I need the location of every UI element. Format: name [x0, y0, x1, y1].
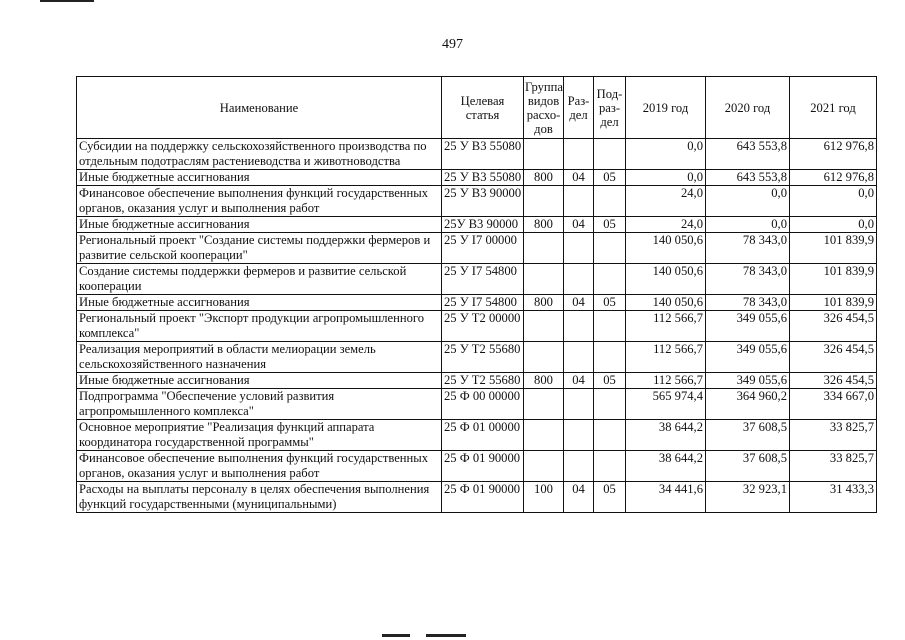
table-header-row: [77, 77, 877, 139]
cell-section: 04: [564, 295, 594, 311]
header-2021: 2021 год: [790, 77, 877, 139]
header-subsection: Под-раз-дел: [594, 77, 626, 139]
cell-subsection: [594, 311, 626, 342]
cell-expense-group: [524, 389, 564, 420]
cell-subsection: 05: [594, 373, 626, 389]
cell-subsection: [594, 420, 626, 451]
cell-subsection: [594, 389, 626, 420]
table-row: [77, 482, 877, 513]
cell-expense-group: 100: [524, 482, 564, 513]
cell-section: 04: [564, 170, 594, 186]
cell-2020: 349 055,6: [706, 373, 790, 389]
cell-subsection: 05: [594, 295, 626, 311]
cell-2021: 0,0: [790, 217, 877, 233]
header-name: Наименование: [77, 77, 442, 139]
cell-name: Основное мероприятие "Реализация функций аппарата координатора государственной программы": [77, 420, 442, 451]
cell-section: [564, 420, 594, 451]
cell-section: 04: [564, 373, 594, 389]
cell-target-article: 25 У I7 54800: [442, 295, 524, 311]
cell-2019: 24,0: [626, 217, 706, 233]
cell-2020: 643 553,8: [706, 139, 790, 170]
cell-target-article: 25 У Т2 55680: [442, 373, 524, 389]
cell-2021: 0,0: [790, 186, 877, 217]
table-row: [77, 217, 877, 233]
cell-2019: 112 566,7: [626, 342, 706, 373]
header-2020: 2020 год: [706, 77, 790, 139]
cell-2020: 349 055,6: [706, 342, 790, 373]
bottom-mark-right: [426, 634, 466, 637]
cell-target-article: 25 У Т2 55680: [442, 342, 524, 373]
budget-table: [76, 76, 877, 513]
cell-section: [564, 186, 594, 217]
cell-expense-group: [524, 311, 564, 342]
cell-2019: 140 050,6: [626, 295, 706, 311]
cell-subsection: [594, 264, 626, 295]
cell-2020: 364 960,2: [706, 389, 790, 420]
cell-expense-group: [524, 451, 564, 482]
cell-2020: 37 608,5: [706, 420, 790, 451]
cell-expense-group: 800: [524, 373, 564, 389]
cell-2021: 612 976,8: [790, 139, 877, 170]
cell-name: Финансовое обеспечение выполнения функций государственных органов, оказания услуг и выполнения работ: [77, 451, 442, 482]
cell-2020: 78 343,0: [706, 264, 790, 295]
table-body: [77, 139, 877, 513]
cell-subsection: [594, 233, 626, 264]
cell-target-article: 25 Ф 01 90000: [442, 451, 524, 482]
page-number: 497: [442, 37, 463, 52]
cell-expense-group: 800: [524, 217, 564, 233]
cell-2019: 565 974,4: [626, 389, 706, 420]
cell-target-article: 25 Ф 01 00000: [442, 420, 524, 451]
cell-2019: 24,0: [626, 186, 706, 217]
cell-2021: 101 839,9: [790, 295, 877, 311]
cell-section: 04: [564, 482, 594, 513]
cell-name: Расходы на выплаты персоналу в целях обеспечения выполнения функций государственными (муниципальными): [77, 482, 442, 513]
cell-2021: 326 454,5: [790, 342, 877, 373]
cell-name: Иные бюджетные ассигнования: [77, 170, 442, 186]
table-row: [77, 233, 877, 264]
top-rule: [40, 0, 94, 2]
header-2019: 2019 год: [626, 77, 706, 139]
cell-2021: 101 839,9: [790, 233, 877, 264]
cell-target-article: 25 Ф 00 00000: [442, 389, 524, 420]
cell-expense-group: [524, 233, 564, 264]
table-row: [77, 342, 877, 373]
cell-subsection: [594, 342, 626, 373]
cell-2020: 32 923,1: [706, 482, 790, 513]
cell-expense-group: 800: [524, 170, 564, 186]
cell-target-article: 25 Ф 01 90000: [442, 482, 524, 513]
cell-2021: 612 976,8: [790, 170, 877, 186]
cell-expense-group: [524, 342, 564, 373]
cell-2020: 0,0: [706, 217, 790, 233]
cell-expense-group: [524, 264, 564, 295]
table-row: [77, 170, 877, 186]
table-row: [77, 389, 877, 420]
table-row: [77, 451, 877, 482]
cell-2019: 112 566,7: [626, 311, 706, 342]
cell-2019: 0,0: [626, 139, 706, 170]
header-target-article: Целевая статья: [442, 77, 524, 139]
cell-target-article: 25 У В3 90000: [442, 186, 524, 217]
cell-target-article: 25 У I7 54800: [442, 264, 524, 295]
cell-name: Реализация мероприятий в области мелиорации земель сельскохозяйственного назначения: [77, 342, 442, 373]
cell-2019: 140 050,6: [626, 264, 706, 295]
cell-expense-group: 800: [524, 295, 564, 311]
cell-target-article: 25У В3 90000: [442, 217, 524, 233]
table-row: [77, 373, 877, 389]
cell-name: Подпрограмма "Обеспечение условий развития агропромышленного комплекса": [77, 389, 442, 420]
cell-2019: 0,0: [626, 170, 706, 186]
cell-name: Финансовое обеспечение выполнения функций государственных органов, оказания услуг и выполнения работ: [77, 186, 442, 217]
bottom-mark-left: [382, 634, 410, 637]
cell-section: [564, 311, 594, 342]
cell-2021: 326 454,5: [790, 373, 877, 389]
cell-target-article: 25 У В3 55080: [442, 139, 524, 170]
cell-section: [564, 389, 594, 420]
header-section: Раз-дел: [564, 77, 594, 139]
table-row: [77, 264, 877, 295]
cell-2021: 101 839,9: [790, 264, 877, 295]
header-expense-group: Группа видов расхо-дов: [524, 77, 564, 139]
cell-2020: 349 055,6: [706, 311, 790, 342]
cell-2019: 38 644,2: [626, 451, 706, 482]
cell-2019: 112 566,7: [626, 373, 706, 389]
cell-expense-group: [524, 139, 564, 170]
cell-name: Субсидии на поддержку сельскохозяйственного производства по отдельным подотраслям растениеводства и животноводства: [77, 139, 442, 170]
cell-2019: 140 050,6: [626, 233, 706, 264]
cell-2020: 643 553,8: [706, 170, 790, 186]
cell-name: Иные бюджетные ассигнования: [77, 373, 442, 389]
cell-expense-group: [524, 186, 564, 217]
cell-name: Иные бюджетные ассигнования: [77, 217, 442, 233]
cell-subsection: [594, 139, 626, 170]
cell-subsection: 05: [594, 482, 626, 513]
cell-section: [564, 139, 594, 170]
cell-2020: 78 343,0: [706, 295, 790, 311]
cell-name: Региональный проект "Экспорт продукции агропромышленного комплекса": [77, 311, 442, 342]
cell-2020: 37 608,5: [706, 451, 790, 482]
cell-2021: 31 433,3: [790, 482, 877, 513]
cell-2019: 38 644,2: [626, 420, 706, 451]
cell-2021: 33 825,7: [790, 451, 877, 482]
table-row: [77, 139, 877, 170]
cell-2021: 334 667,0: [790, 389, 877, 420]
cell-section: [564, 342, 594, 373]
cell-name: Иные бюджетные ассигнования: [77, 295, 442, 311]
cell-section: [564, 451, 594, 482]
cell-target-article: 25 У В3 55080: [442, 170, 524, 186]
cell-2020: 0,0: [706, 186, 790, 217]
cell-subsection: [594, 451, 626, 482]
cell-name: Региональный проект "Создание системы поддержки фермеров и развитие сельской кооперации": [77, 233, 442, 264]
table-row: [77, 186, 877, 217]
cell-2019: 34 441,6: [626, 482, 706, 513]
cell-subsection: 05: [594, 170, 626, 186]
cell-section: 04: [564, 217, 594, 233]
cell-section: [564, 264, 594, 295]
cell-target-article: 25 У Т2 00000: [442, 311, 524, 342]
cell-2021: 326 454,5: [790, 311, 877, 342]
cell-subsection: [594, 186, 626, 217]
cell-expense-group: [524, 420, 564, 451]
cell-target-article: 25 У I7 00000: [442, 233, 524, 264]
cell-name: Создание системы поддержки фермеров и развитие сельской кооперации: [77, 264, 442, 295]
cell-2020: 78 343,0: [706, 233, 790, 264]
table-row: [77, 295, 877, 311]
table-row: [77, 420, 877, 451]
cell-2021: 33 825,7: [790, 420, 877, 451]
cell-section: [564, 233, 594, 264]
table-row: [77, 311, 877, 342]
cell-subsection: 05: [594, 217, 626, 233]
